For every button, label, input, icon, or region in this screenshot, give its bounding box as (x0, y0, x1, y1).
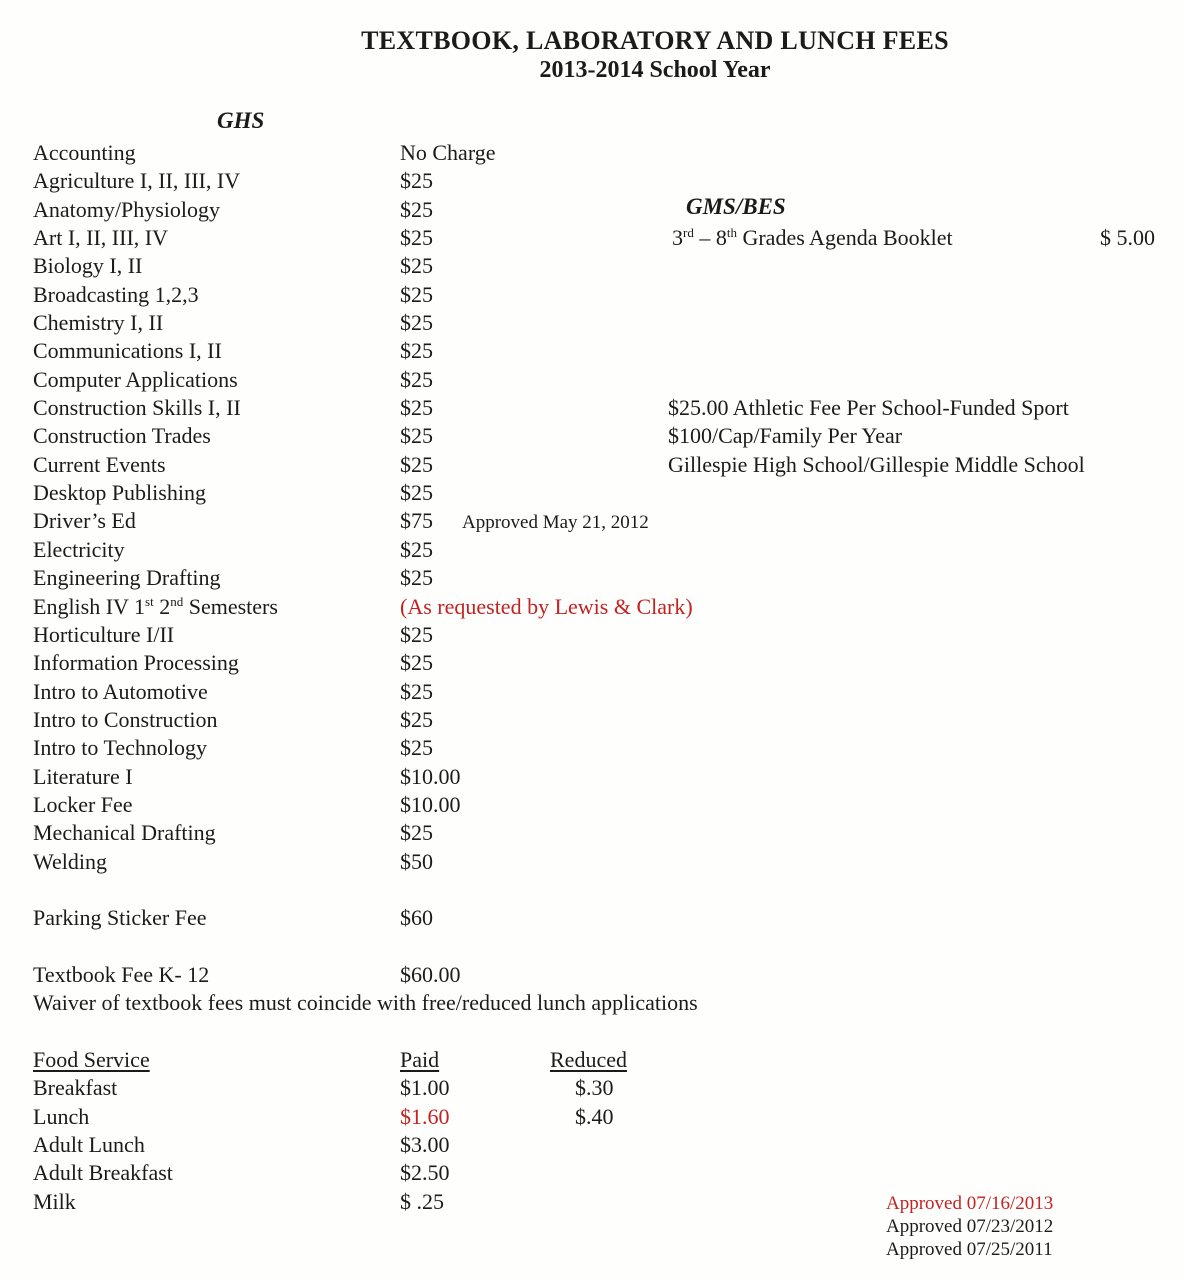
ghs-section-heading: GHS (217, 108, 265, 133)
course-name: Intro to Technology (33, 735, 208, 761)
food-item: Breakfast (33, 1075, 118, 1101)
parking-fee-name: Parking Sticker Fee (33, 905, 207, 931)
course-fee: $25 (400, 196, 433, 222)
textbook-fee-value: $60.00 (400, 961, 461, 987)
course-name: Horticulture I/II (33, 621, 175, 647)
parking-fee-row (33, 904, 698, 932)
spacer-row (33, 1018, 698, 1046)
course-fee: $50 (400, 848, 433, 874)
course-name: Information Processing (33, 650, 239, 676)
document-title (0, 26, 1184, 84)
textbook-fee-name: Textbook Fee K- 12 (33, 961, 210, 987)
course-name: Intro to Construction (33, 706, 218, 732)
food-item: Lunch (33, 1103, 90, 1129)
course-row (33, 763, 698, 791)
course-row (33, 139, 698, 167)
spacer-row (33, 876, 698, 904)
course-name: Art I, II, III, IV (33, 225, 168, 251)
course-name: Agriculture I, II, III, IV (33, 168, 241, 194)
course-row (33, 848, 698, 876)
paid-price: $ .25 (400, 1188, 444, 1214)
paid-price: $3.00 (400, 1132, 450, 1158)
waiver-note-row (33, 989, 698, 1017)
course-fee: $25 (400, 536, 433, 562)
course-row (33, 337, 698, 365)
paid-header: Paid (400, 1047, 440, 1072)
course-name: Driver’s Ed (33, 508, 136, 534)
paid-price: $1.60 (400, 1103, 450, 1129)
food-item: Adult Breakfast (33, 1160, 173, 1186)
waiver-note: Waiver of textbook fees must coincide with free/reduced lunch applications (33, 990, 698, 1016)
drivers-ed-approval-note: Approved May 21, 2012 (462, 512, 649, 534)
course-fee: $25 (400, 310, 433, 336)
athletic-fee-note: $25.00 Athletic Fee Per School-Funded Sport (668, 395, 1069, 420)
course-name: Desktop Publishing (33, 480, 206, 506)
schools-note: Gillespie High School/Gillespie Middle School (668, 451, 1085, 477)
course-name: Welding (33, 848, 107, 874)
course-fee: $25 (400, 706, 433, 732)
course-name: Biology I, II (33, 253, 143, 279)
agenda-booklet-label: 3rd – 8th Grades Agenda Booklet (672, 225, 953, 250)
paid-price: $1.00 (400, 1075, 450, 1101)
course-name: Mechanical Drafting (33, 820, 216, 846)
course-fee: $75 (400, 508, 433, 534)
course-row (33, 564, 698, 592)
spacer-row (33, 933, 698, 961)
course-row (33, 309, 698, 337)
food-service-row (33, 1074, 698, 1102)
reduced-price: $.40 (575, 1103, 614, 1129)
food-item: Adult Lunch (33, 1132, 145, 1158)
course-fee: $25 (400, 423, 433, 449)
course-name: Construction Trades (33, 423, 211, 449)
course-fee: $25 (400, 678, 433, 704)
course-row (33, 479, 698, 507)
textbook-fee-row (33, 961, 698, 989)
course-fee: No Charge (400, 140, 496, 165)
course-fee: $25 (400, 225, 433, 251)
course-name: Locker Fee (33, 791, 133, 817)
course-name: Electricity (33, 536, 125, 562)
course-row (33, 593, 698, 621)
food-service-row (33, 1188, 698, 1216)
parking-fee-value: $60 (400, 905, 433, 931)
course-fee: $25 (400, 735, 433, 761)
course-fee: $25 (400, 168, 433, 194)
approval-dates (886, 1192, 1053, 1261)
approval-date: Approved 07/23/2012 (886, 1216, 1054, 1237)
course-fee: $25 (400, 621, 433, 647)
course-row (33, 422, 698, 450)
course-fee: $25 (400, 650, 433, 676)
course-fee: $10.00 (400, 763, 461, 789)
course-name: Accounting (33, 140, 136, 165)
course-fee: $25 (400, 281, 433, 307)
title-line-2: 2013-2014 School Year (539, 57, 771, 83)
course-row (33, 366, 698, 394)
approval-date: Approved 07/25/2011 (886, 1239, 1053, 1260)
food-service-header-row (33, 1046, 698, 1074)
course-row (33, 621, 698, 649)
course-name: Literature I (33, 763, 133, 789)
course-fee: $25 (400, 451, 433, 477)
title-line-1: TEXTBOOK, LABORATORY AND LUNCH FEES (361, 26, 949, 55)
course-name: Engineering Drafting (33, 565, 221, 591)
course-fee: $25 (400, 395, 433, 421)
course-name: Anatomy/Physiology (33, 196, 221, 222)
course-row (33, 196, 698, 224)
course-fee: $10.00 (400, 791, 461, 817)
course-row (33, 536, 698, 564)
course-fee: $25 (400, 480, 433, 506)
athletic-fee-notices (668, 394, 1085, 479)
course-name: Intro to Automotive (33, 678, 208, 704)
course-name: Current Events (33, 451, 166, 477)
course-name: English IV 1st 2nd Semesters (33, 593, 278, 619)
reduced-price: $.30 (575, 1075, 614, 1101)
course-fee-list (33, 139, 698, 1216)
course-row (33, 507, 698, 535)
agenda-booklet-fee: $ 5.00 (1100, 225, 1155, 250)
course-row (33, 649, 698, 677)
food-service-row (33, 1159, 698, 1187)
course-name: Chemistry I, II (33, 310, 164, 336)
course-name: Broadcasting 1,2,3 (33, 281, 199, 307)
course-row (33, 791, 698, 819)
food-item: Milk (33, 1188, 76, 1214)
course-row (33, 281, 698, 309)
course-row (33, 451, 698, 479)
course-row (33, 734, 698, 762)
reduced-header: Reduced (550, 1047, 627, 1072)
approval-date: Approved 07/16/2013 (886, 1193, 1054, 1214)
course-fee: $25 (400, 565, 433, 591)
gms-bes-section-heading: GMS/BES (686, 194, 786, 219)
course-name: Computer Applications (33, 366, 238, 392)
course-row (33, 706, 698, 734)
english-iv-fee-note: (As requested by Lewis & Clark) (400, 593, 693, 619)
food-service-row (33, 1131, 698, 1159)
family-cap-note: $100/Cap/Family Per Year (668, 423, 903, 449)
course-fee: $25 (400, 820, 433, 846)
food-service-row (33, 1103, 698, 1131)
course-name: Communications I, II (33, 338, 222, 364)
course-fee: $25 (400, 338, 433, 364)
course-row (33, 224, 698, 252)
course-row (33, 167, 698, 195)
course-name: Construction Skills I, II (33, 395, 241, 421)
course-row (33, 252, 698, 280)
agenda-booklet-row (672, 224, 1184, 252)
course-fee: $25 (400, 253, 433, 279)
course-fee: $25 (400, 366, 433, 392)
course-row (33, 678, 698, 706)
paid-price: $2.50 (400, 1160, 450, 1186)
food-service-header: Food Service (33, 1047, 150, 1072)
course-row (33, 394, 698, 422)
course-row (33, 819, 698, 847)
